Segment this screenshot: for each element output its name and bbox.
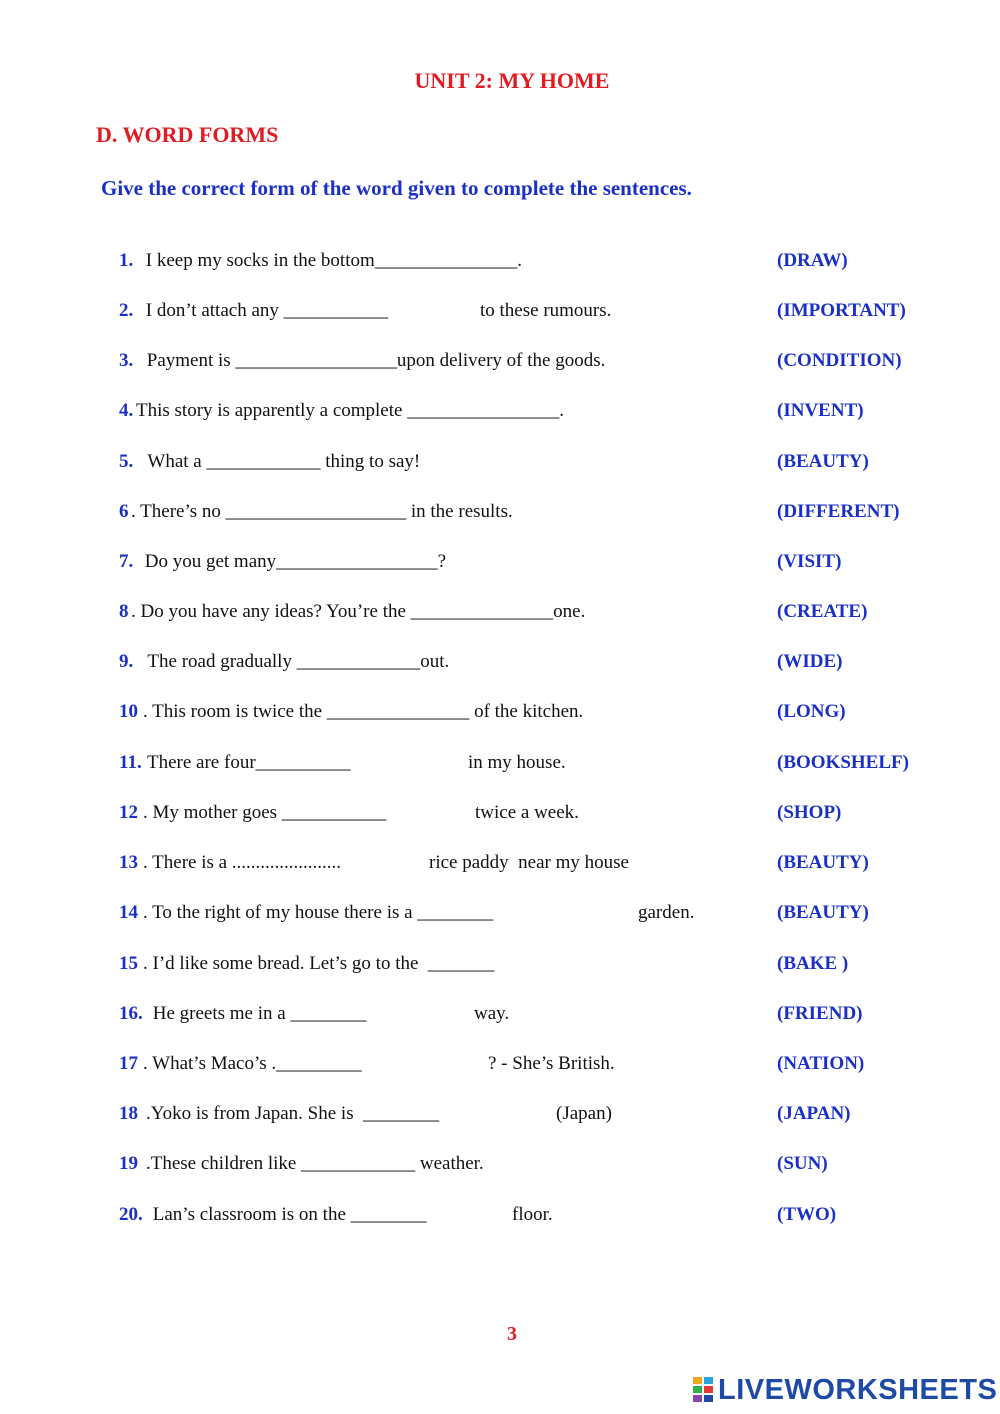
sentence-text: I don’t attach any ___________ (141, 300, 389, 321)
exercise-row (0, 1053, 1000, 1083)
sentence-text: twice a week. (475, 802, 579, 823)
section-heading: D. WORD FORMS (96, 122, 279, 147)
root-word: (BEAUTY) (777, 852, 869, 873)
exercise-row (0, 752, 1000, 782)
sentence-text: garden. (638, 902, 695, 923)
root-word: (CONDITION) (777, 350, 902, 371)
sentence-text: The road gradually _____________out. (143, 651, 450, 672)
exercise-number: 9. (119, 651, 134, 672)
exercise-number: 3. (119, 350, 134, 371)
root-word: (INVENT) (777, 400, 864, 421)
exercise-row (0, 300, 1000, 330)
exercise-row (0, 601, 1000, 631)
exercise-number: 4. (119, 400, 134, 421)
sentence-text: floor. (512, 1204, 553, 1225)
root-word: (DRAW) (777, 250, 848, 271)
sentence-text: This story is apparently a complete ________________. (136, 400, 564, 421)
exercise-number: 6 (119, 501, 129, 522)
sentence-text: way. (474, 1003, 510, 1024)
root-word: (BEAUTY) (777, 902, 869, 923)
exercise-number: 13 (119, 852, 138, 873)
exercise-row (0, 701, 1000, 731)
sentence-text: . There’s no ___________________ in the results. (131, 501, 513, 522)
exercise-number: 20. (119, 1204, 143, 1225)
root-word: (IMPORTANT) (777, 300, 906, 321)
exercise-row (0, 651, 1000, 681)
root-word: (BOOKSHELF) (777, 752, 909, 773)
sentence-text: .These children like ____________ weather. (146, 1153, 484, 1174)
exercise-row (0, 451, 1000, 481)
sentence-text: . There is a ....................... (143, 852, 342, 873)
sentence-text: There are four__________ (147, 752, 351, 773)
exercise-row (0, 852, 1000, 882)
exercise-number: 12 (119, 802, 138, 823)
exercise-number: 19 (119, 1153, 138, 1174)
exercise-row (0, 350, 1000, 380)
sentence-text: . I’d like some bread. Let’s go to the _______ (143, 953, 495, 974)
root-word: (SUN) (777, 1153, 828, 1174)
exercise-number: 10 (119, 701, 138, 722)
sentence-text: (Japan) (556, 1103, 612, 1124)
brand-logo[interactable] (692, 1374, 997, 1406)
root-word: (NATION) (777, 1053, 865, 1074)
root-word: (JAPAN) (777, 1103, 851, 1124)
sentence-text: . To the right of my house there is a ________ (143, 902, 494, 923)
root-word: (SHOP) (777, 802, 842, 823)
sentence-text: Payment is _________________upon delivery of the goods. (142, 350, 606, 371)
exercise-number: 17 (119, 1053, 138, 1074)
exercise-row (0, 1003, 1000, 1033)
exercise-row (0, 551, 1000, 581)
exercise-row (0, 1204, 1000, 1234)
exercise-row (0, 902, 1000, 932)
exercise-row (0, 1153, 1000, 1183)
root-word: (FRIEND) (777, 1003, 863, 1024)
sentence-text: rice paddy near my house (429, 852, 629, 873)
sentence-text: . My mother goes ___________ (143, 802, 387, 823)
exercise-number: 8 (119, 601, 129, 622)
sentence-text: Do you get many_________________? (140, 551, 447, 572)
exercise-row (0, 250, 1000, 280)
exercise-row (0, 1103, 1000, 1133)
sentence-text: He greets me in a ________ (148, 1003, 367, 1024)
exercise-number: 1. (119, 250, 134, 271)
exercise-number: 16. (119, 1003, 143, 1024)
sentence-text: ? - She’s British. (488, 1053, 615, 1074)
sentence-text: Lan’s classroom is on the ________ (148, 1204, 427, 1225)
exercise-number: 5. (119, 451, 134, 472)
exercise-number: 15 (119, 953, 138, 974)
root-word: (WIDE) (777, 651, 843, 672)
exercise-number: 7. (119, 551, 134, 572)
exercise-row (0, 400, 1000, 430)
exercise-number: 14 (119, 902, 138, 923)
sentence-text: I keep my socks in the bottom_______________. (141, 250, 523, 271)
root-word: (BAKE ) (777, 953, 849, 974)
page-number: 3 (507, 1323, 517, 1345)
root-word: (CREATE) (777, 601, 868, 622)
root-word: (BEAUTY) (777, 451, 869, 472)
sentence-text: in my house. (468, 752, 566, 773)
brand-name: LIVEWORKSHEETS (718, 1373, 998, 1406)
sentence-text: . This room is twice the _______________ of the kitchen. (143, 701, 584, 722)
exercise-number: 18 (119, 1103, 138, 1124)
sentence-text: . What’s Maco’s ._________ (143, 1053, 362, 1074)
root-word: (VISIT) (777, 551, 842, 572)
exercise-row (0, 802, 1000, 832)
root-word: (TWO) (777, 1204, 837, 1225)
exercise-number: 11. (119, 752, 142, 773)
sentence-text: . Do you have any ideas? You’re the _______________one. (131, 601, 586, 622)
exercise-number: 2. (119, 300, 134, 321)
worksheet-icon (692, 1376, 716, 1404)
exercise-row (0, 501, 1000, 531)
page-title: UNIT 2: MY HOME (414, 68, 610, 93)
instruction-text: Give the correct form of the word given to complete the sentences. (101, 176, 692, 200)
exercise-row (0, 953, 1000, 983)
sentence-text: What a ____________ thing to say! (143, 451, 421, 472)
root-word: (LONG) (777, 701, 846, 722)
sentence-text: .Yoko is from Japan. She is ________ (146, 1103, 440, 1124)
sentence-text: to these rumours. (480, 300, 612, 321)
root-word: (DIFFERENT) (777, 501, 900, 522)
